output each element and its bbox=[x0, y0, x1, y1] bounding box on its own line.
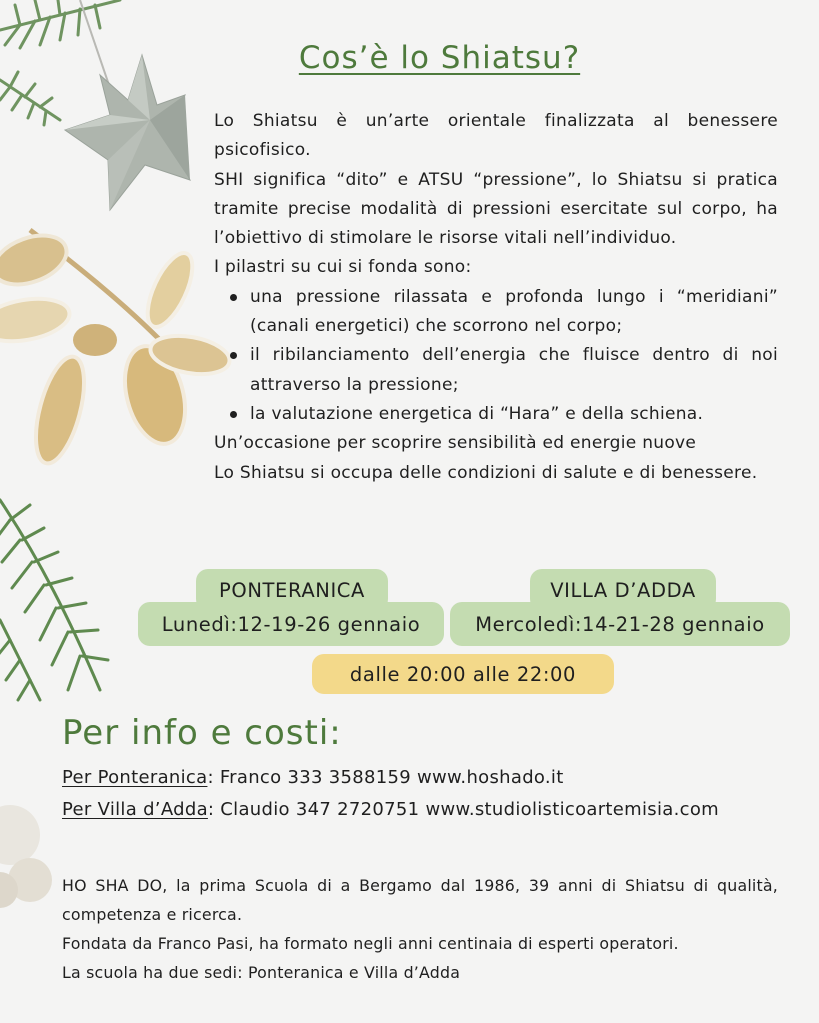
list-item: il ribilanciamento dell’energia che fluisce dentro di noi attraverso la pressione; bbox=[214, 341, 778, 400]
contact-details: : Claudio 347 2720751 www.studiolisticoartemisia.com bbox=[207, 799, 719, 820]
contact-ponteranica bbox=[62, 767, 564, 788]
contact-details: : Franco 333 3588159 www.hoshado.it bbox=[207, 767, 564, 788]
footer-line: La scuola ha due sedi: Ponteranica e Villa d’Adda bbox=[62, 963, 461, 982]
contact-villa-dadda bbox=[62, 799, 719, 820]
footer-line: HO SHA DO, la prima Scuola di a Bergamo dal 1986, 39 anni di Shiatsu di qualità, competenza e ricerca. bbox=[62, 876, 778, 924]
time-badge: dalle 20:00 alle 22:00 bbox=[312, 654, 614, 694]
list-item: la valutazione energetica di “Hara” e della schiena. bbox=[214, 400, 778, 429]
intro-paragraph: I pilastri su cui si fonda sono: bbox=[214, 257, 472, 278]
intro-paragraph: SHI significa “dito” e ATSU “pressione”, lo Shiatsu si pratica tramite precise modalità di pressioni esercitate sul corpo, ha l’obiettivo di stimolare le risorse vitali nell’individuo. bbox=[214, 169, 778, 249]
location-badge-ponteranica: PONTERANICA bbox=[196, 569, 388, 611]
school-description bbox=[62, 871, 778, 987]
contact-label: Per Ponteranica bbox=[62, 767, 208, 788]
pine-branch-left bbox=[0, 500, 108, 700]
list-item: una pressione rilassata e profonda lungo i “meridiani” (canali energetici) che scorrono nel corpo; bbox=[214, 283, 778, 342]
white-flower-ornament bbox=[0, 805, 52, 908]
footer-line: Fondata da Franco Pasi, ha formato negli anni centinaia di esperti operatori. bbox=[62, 934, 679, 953]
pillars-list bbox=[214, 283, 778, 429]
star-ornament bbox=[65, 0, 190, 210]
location-badge-villa-dadda: VILLA D’ADDA bbox=[530, 569, 716, 611]
intro-text bbox=[214, 107, 778, 488]
intro-paragraph: Un’occasione per scoprire sensibilità ed energie nuove bbox=[214, 433, 697, 454]
intro-paragraph: Lo Shiatsu è un’arte orientale finalizzata al benessere psicofisico. bbox=[214, 111, 778, 161]
contact-label: Per Villa d’Adda bbox=[62, 799, 208, 820]
intro-paragraph: Lo Shiatsu si occupa delle condizioni di salute e di benessere. bbox=[214, 462, 758, 483]
gold-leaves-ornament bbox=[0, 226, 233, 468]
page-title: Cos’è lo Shiatsu? bbox=[298, 40, 581, 76]
dates-badge-villa-dadda: Mercoledì:14-21-28 gennaio bbox=[450, 602, 790, 646]
info-heading: Per info e costi: bbox=[62, 713, 342, 753]
dates-badge-ponteranica: Lunedì:12-19-26 gennaio bbox=[138, 602, 444, 646]
